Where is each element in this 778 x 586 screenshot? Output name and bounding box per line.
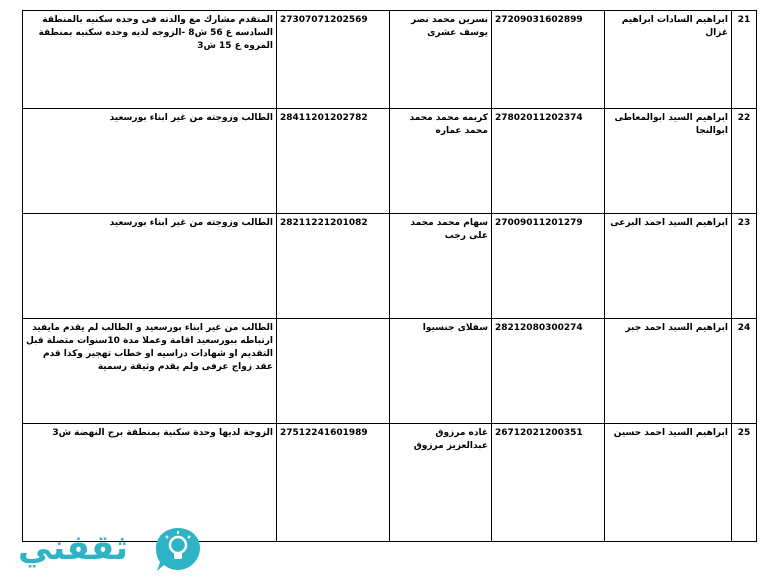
table-row <box>23 319 757 424</box>
table-row <box>23 11 757 109</box>
applicant-national-id: 26712021200351 <box>492 424 605 542</box>
records-table <box>22 10 757 542</box>
wife-national-id <box>277 319 390 424</box>
row-number: 25 <box>732 424 757 542</box>
wife-name: غاده مرزوق عبدالعزيز مرزوق <box>390 424 492 542</box>
applicant-national-id: 27802011202374 <box>492 109 605 214</box>
row-number: 24 <box>732 319 757 424</box>
wife-national-id: 27512241601989 <box>277 424 390 542</box>
applicant-name: ابراهيم السيد احمد حسين <box>605 424 732 542</box>
applicant-national-id: 27009011201279 <box>492 214 605 319</box>
wife-national-id: 27307071202569 <box>277 11 390 109</box>
notes: الطالب من غير ابناء بورسعيد و الطالب لم يقدم مايفيد ارتباطه ببورسعيد اقامة وعملا مدة 10سنوات متصلة قبل التقديم او شهادات دراسيه او خطاب تهجير وكذا قدم عقد زواج عرفى ولم يقدم وثيقة رسمية <box>23 319 277 424</box>
applicant-national-id: 27209031602899 <box>492 11 605 109</box>
watermark-text: ثقفني <box>18 528 128 568</box>
wife-name: سفلاى جنسيوا <box>390 319 492 424</box>
notes: الطالب وزوجته من غير ابناء بورسعيد <box>23 214 277 319</box>
row-number: 21 <box>732 11 757 109</box>
wife-national-id: 28411201202782 <box>277 109 390 214</box>
table-row <box>23 109 757 214</box>
notes: المتقدم مشارك مع والدته فى وحده سكنيه بالمنطقة السادسه ع 56 ش8 -الزوجه لديه وحده سكنيه بمنطقة المروه ع 15 ش3 <box>23 11 277 109</box>
wife-name: نسرين محمد نصر يوسف عشرى <box>390 11 492 109</box>
wife-name: كريمه محمد محمد محمد عماره <box>390 109 492 214</box>
row-number: 22 <box>732 109 757 214</box>
wife-national-id: 28211221201082 <box>277 214 390 319</box>
row-number: 23 <box>732 214 757 319</box>
applicant-national-id: 28212080300274 <box>492 319 605 424</box>
notes: الطالب وزوجته من غير ابناء بورسعيد <box>23 109 277 214</box>
notes: الزوجة لديها وحدة سكنية بمنطقة برج النهضة ش3 <box>23 424 277 542</box>
applicant-name: ابراهيم السيد احمد البرعى <box>605 214 732 319</box>
table-row <box>23 214 757 319</box>
applicant-name: ابراهيم السيد ابوالمعاطى ابوالنجا <box>605 109 732 214</box>
applicant-name: ابراهيم السادات ابراهيم غزال <box>605 11 732 109</box>
watermark-logo <box>14 520 204 580</box>
lightbulb-icon <box>152 524 204 576</box>
applicant-name: ابراهيم السيد احمد جبر <box>605 319 732 424</box>
wife-name: سهام محمد محمد على رجب <box>390 214 492 319</box>
